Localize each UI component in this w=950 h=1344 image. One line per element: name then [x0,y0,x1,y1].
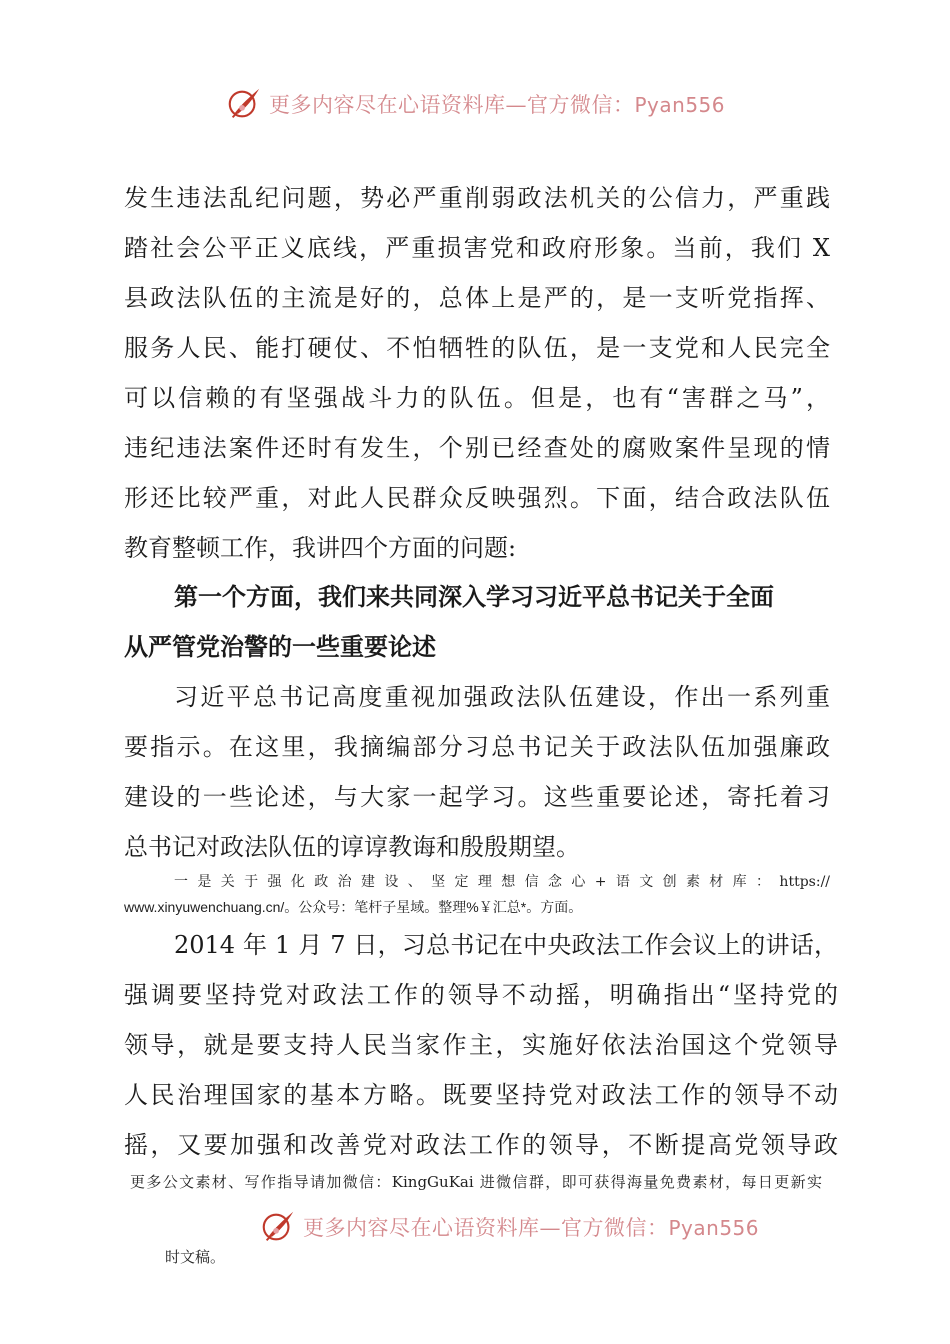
banner-text [269,89,725,119]
source-note-line-2: www.xinyuwenchuang.cn/。公众号：笔杆子星域。整理%￥汇总*。方面。 [124,899,583,915]
paragraph-3-line-4: 人民治理国家的基本方略。既要坚持党对政法工作的领导不动 [124,1081,838,1109]
banner-text [303,1212,759,1242]
footer-note-line: 更多公文素材、写作指导请加微信：KingGuKai 进微信群，即可获得海量免费素材，每日更新实 [130,1173,822,1191]
banner-wechat-id: Pyan556 [634,93,725,117]
banner-title: 更多内容尽在心语资料库—官方微信： [302,1216,669,1240]
source-note-line-1: 一是关于强化政治建设、坚定理想信念心+语文创素材库：https:// [174,874,830,890]
section-heading-line-2: 从严管党治警的一些重要论述 [124,633,436,661]
paragraph-3-line-5: 摇，又要加强和改善党对政法工作的领导，不断提高党领导政 [124,1131,838,1159]
paragraph-1-line-1: 发生违法乱纪问题，势必严重削弱政法机关的公信力，严重践 [124,184,830,212]
quill-logo-icon [259,1208,297,1246]
footer-note [130,1170,822,1194]
paragraph-1-line-8: 教育整顿工作，我讲四个方面的问题: [124,534,517,562]
footer-tail: 时文稿。 [165,1248,226,1266]
paragraph-3-line-1: 2014 年 1 月 7 日，习总书记在中央政法工作会议上的讲话， [174,931,838,959]
section-heading-line-1: 第一个方面，我们来共同深入学习习近平总书记关于全面 [174,583,774,611]
paragraph-3 [124,920,838,1170]
paragraph-2-line-1: 习近平总书记高度重视加强政法队伍建设，作出一系列重 [174,683,830,711]
paragraph-2-line-2: 要指示。在这里，我摘编部分习总书记关于政法队伍加强廉政 [124,733,830,761]
source-note [124,870,830,920]
paragraph-2-line-4: 总书记对政法队伍的谆谆教诲和殷殷期望。 [124,833,580,861]
paragraph-3-line-2: 强调要坚持党对政法工作的领导不动摇，明确指出“坚持党的 [124,981,838,1009]
banner-title: 更多内容尽在心语资料库—官方微信： [268,93,635,117]
paragraph-2 [124,672,830,872]
paragraph-1-line-3: 县政法队伍的主流是好的，总体上是严的，是一支听党指挥、 [124,284,830,312]
paragraph-1-line-5: 可以信赖的有坚强战斗力的队伍。但是，也有“害群之马”， [124,384,830,412]
header-banner [0,84,950,124]
section-heading [124,572,830,672]
paragraph-1 [124,173,830,573]
paragraph-3-line-3: 领导，就是要支持人民当家作主，实施好依法治国这个党领导 [124,1031,838,1059]
quill-logo-icon [225,85,263,123]
paragraph-1-line-7: 形还比较严重，对此人民群众反映强烈。下面，结合政法队伍 [124,484,830,512]
footer-banner [34,1207,950,1247]
paragraph-1-line-2: 踏社会公平正义底线，严重损害党和政府形象。当前，我们 X [124,234,830,262]
banner-wechat-id: Pyan556 [668,1216,759,1240]
paragraph-1-line-6: 违纪违法案件还时有发生，个别已经查处的腐败案件呈现的情 [124,434,830,462]
paragraph-1-line-4: 服务人民、能打硬仗、不怕牺牲的队伍，是一支党和人民完全 [124,334,830,362]
paragraph-2-line-3: 建设的一些论述，与大家一起学习。这些重要论述，寄托着习 [124,783,830,811]
